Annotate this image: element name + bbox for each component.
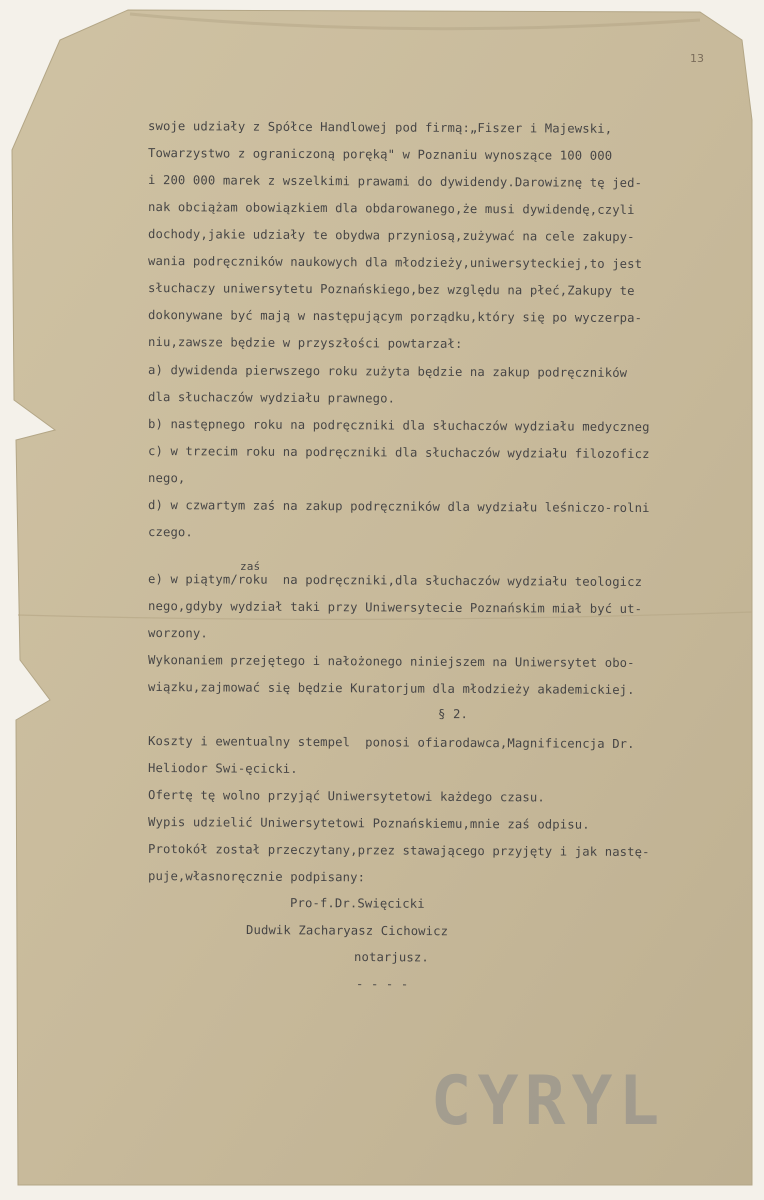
doc-line: i 200 000 marek z wszelkimi prawami do dywidendy.Darowiznę tę jed- (147, 173, 643, 191)
section-heading: § 2. (437, 707, 468, 722)
doc-line: nego, (147, 471, 186, 486)
signature-line: Pro-f.Dr.Swięcicki (289, 896, 425, 911)
signature-line: Dudwik Zacharyasz Cichowicz (245, 923, 449, 939)
watermark-text: CYRYL (430, 1072, 666, 1130)
doc-line: słuchaczy uniwersytetu Poznańskiego,bez względu na płeć,Zakupy te (147, 281, 635, 298)
handwritten-insert: zaś (240, 560, 261, 573)
doc-line: d) w czwartym zaś na zakup podręczników dla wydziału leśniczo-rolni (147, 498, 650, 516)
doc-line: Heliodor Swi-ęcicki. (147, 761, 298, 776)
doc-line: czego. (147, 525, 193, 540)
doc-line: dochody,jakie udziały te obydwa przyniosą,zużywać na cele zakupy- (147, 227, 635, 244)
doc-line: dokonywane być mają w następującym porządku,który się po wyczerpa- (147, 308, 643, 326)
archive-page-number: 13 (690, 52, 704, 65)
doc-line: wania podręczników naukowych dla młodzieży,uniwersyteckiej,to jest (147, 254, 643, 272)
doc-line: swoje udziały z Spółce Handlowej pod firmą:„Fiszer i Majewski, (147, 119, 613, 136)
doc-line: Wykonaniem przejętego i nałożonego niniejszem na Uniwersytet obo- (147, 653, 635, 670)
doc-line: b) następnego roku na podręczniki dla słuchaczów wydziału medyczneg (147, 417, 650, 435)
doc-line: Ofertę tę wolno przyjąć Uniwersytetowi każdego czasu. (147, 788, 545, 805)
doc-line: wiązku,zajmować się będzie Kuratorjum dla młodzieży akademickiej. (147, 680, 635, 697)
doc-line: Koszty i ewentualny stempel ponosi ofiarodawca,Magnificencja Dr. (147, 734, 635, 751)
doc-line: Towarzystwo z ograniczoną poręką" w Poznaniu wynoszące 100 000 (147, 146, 613, 163)
cyryl-watermark (398, 1072, 698, 1130)
doc-line: a) dywidenda pierwszego roku zużyta będzie na zakup podręczników (147, 363, 628, 380)
closing-dashes: - - - - (355, 977, 409, 992)
notary-title: notarjusz. (353, 950, 429, 965)
doc-line: nak obciążam obowiązkiem dla obdarowanego,że musi dywidendę,czyli (147, 200, 635, 217)
doc-line: worzony. (147, 626, 208, 641)
doc-line: nego,gdyby wydział taki przy Uniwersytecie Poznańskim miał być ut- (147, 599, 643, 617)
doc-line: Wypis udzielić Uniwersytetowi Poznańskiemu,mnie zaś odpisu. (147, 815, 590, 832)
doc-line: Protokół został przeczytany,przez stawającego przyjęty i jak nastę- (147, 842, 650, 860)
doc-line: puje,własnoręcznie podpisany: (147, 869, 366, 885)
doc-line: e) w piątym/roku na podręczniki,dla słuchaczów wydziału teologicz (147, 572, 643, 590)
doc-line: niu,zawsze będzie w przyszłości powtarzał: (147, 335, 463, 351)
doc-line: dla słuchaczów wydziału prawnego. (147, 390, 396, 406)
doc-line: c) w trzecim roku na podręczniki dla słuchaczów wydziału filozoficz (147, 444, 650, 462)
